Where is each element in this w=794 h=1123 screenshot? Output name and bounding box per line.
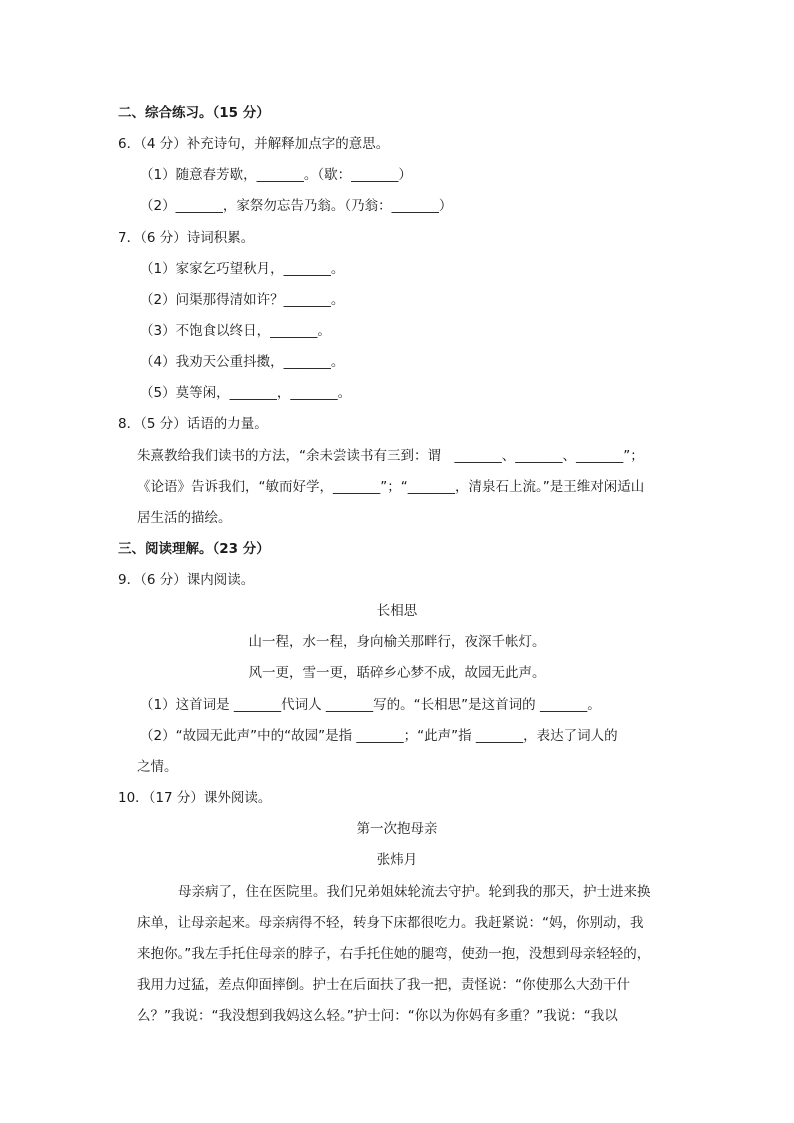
essay-paragraph-line: 来抱你。”我左手托住母亲的脖子，右手托住她的腿弯，使劲一抱，没想到母亲轻轻的， <box>137 946 651 962</box>
question-8-line-1: 朱熹教给我们读书的方法，“余未尝读书有三到：谓 _______、_______、_______”； <box>137 448 644 464</box>
essay-author: 张炜月 <box>376 852 418 868</box>
question-6: 6．（4 分）补充诗句，并解释加点字的意思。 <box>118 136 390 152</box>
question-6-item-2: （2）_______，家祭勿忘告乃翁。（乃翁：_______） <box>140 198 453 214</box>
question-7: 7．（6 分）诗词积累。 <box>118 230 255 246</box>
question-8-line-3: 居生活的描绘。 <box>137 510 232 526</box>
question-9-item-1: （1）这首词是 _______代词人 _______写的。“长相思”是这首词的 _______。 <box>140 697 601 713</box>
question-9: 9．（6 分）课内阅读。 <box>118 572 255 588</box>
question-7-item-5: （5）莫等闲，_______，_______。 <box>140 385 352 401</box>
essay-paragraph-line: 母亲病了，住在医院里。我们兄弟姐妹轮流去守护。轮到我的那天，护士进来换 <box>178 884 651 900</box>
question-9-item-2: （2）“故园无此声”中的“故园”是指 _______；“此声”指 _______，表达了词人的 <box>140 728 618 744</box>
question-10: 10．（17 分）课外阅读。 <box>118 790 272 806</box>
question-8: 8．（5 分）话语的力量。 <box>118 416 268 432</box>
question-7-item-4: （4）我劝天公重抖擞，_______。 <box>140 354 345 370</box>
section-heading: 三、阅读理解。（23 分） <box>118 541 270 557</box>
question-7-item-1: （1）家家乞巧望秋月，_______。 <box>140 261 345 277</box>
essay-title: 第一次抱母亲 <box>356 821 438 837</box>
essay-paragraph-line: 么？”我说：“我没想到我妈这么轻。”护士问：“你以为你妈有多重？”我说：“我以 <box>137 1008 618 1024</box>
question-6-item-1: （1）随意春芳歇，_______。（歇：_______） <box>140 167 412 183</box>
question-8-line-2: 《论语》告诉我们，“敏而好学，_______”；“_______，清泉石上流。”是王维对闲适山 <box>137 479 645 495</box>
poem-line-1: 山一程，水一程，身向榆关那畔行，夜深千帐灯。 <box>248 634 546 650</box>
question-9-item-2-cont: 之情。 <box>137 759 178 775</box>
section-heading: 二、综合练习。（15 分） <box>118 105 270 121</box>
essay-paragraph-line: 床单，让母亲起来。母亲病得不轻，转身下床都很吃力。我赶紧说：“妈，你别动，我 <box>137 915 644 931</box>
poem-title: 长相思 <box>376 603 418 619</box>
essay-paragraph-line: 我用力过猛，差点仰面摔倒。护士在后面扶了我一把，责怪说：“你使那么大劲干什 <box>137 977 630 993</box>
poem-line-2: 风一更，雪一更，聒碎乡心梦不成，故园无此声。 <box>248 665 546 681</box>
question-7-item-3: （3）不饱食以终日，_______。 <box>140 323 331 339</box>
question-7-item-2: （2）问渠那得清如许？_______。 <box>140 292 345 308</box>
